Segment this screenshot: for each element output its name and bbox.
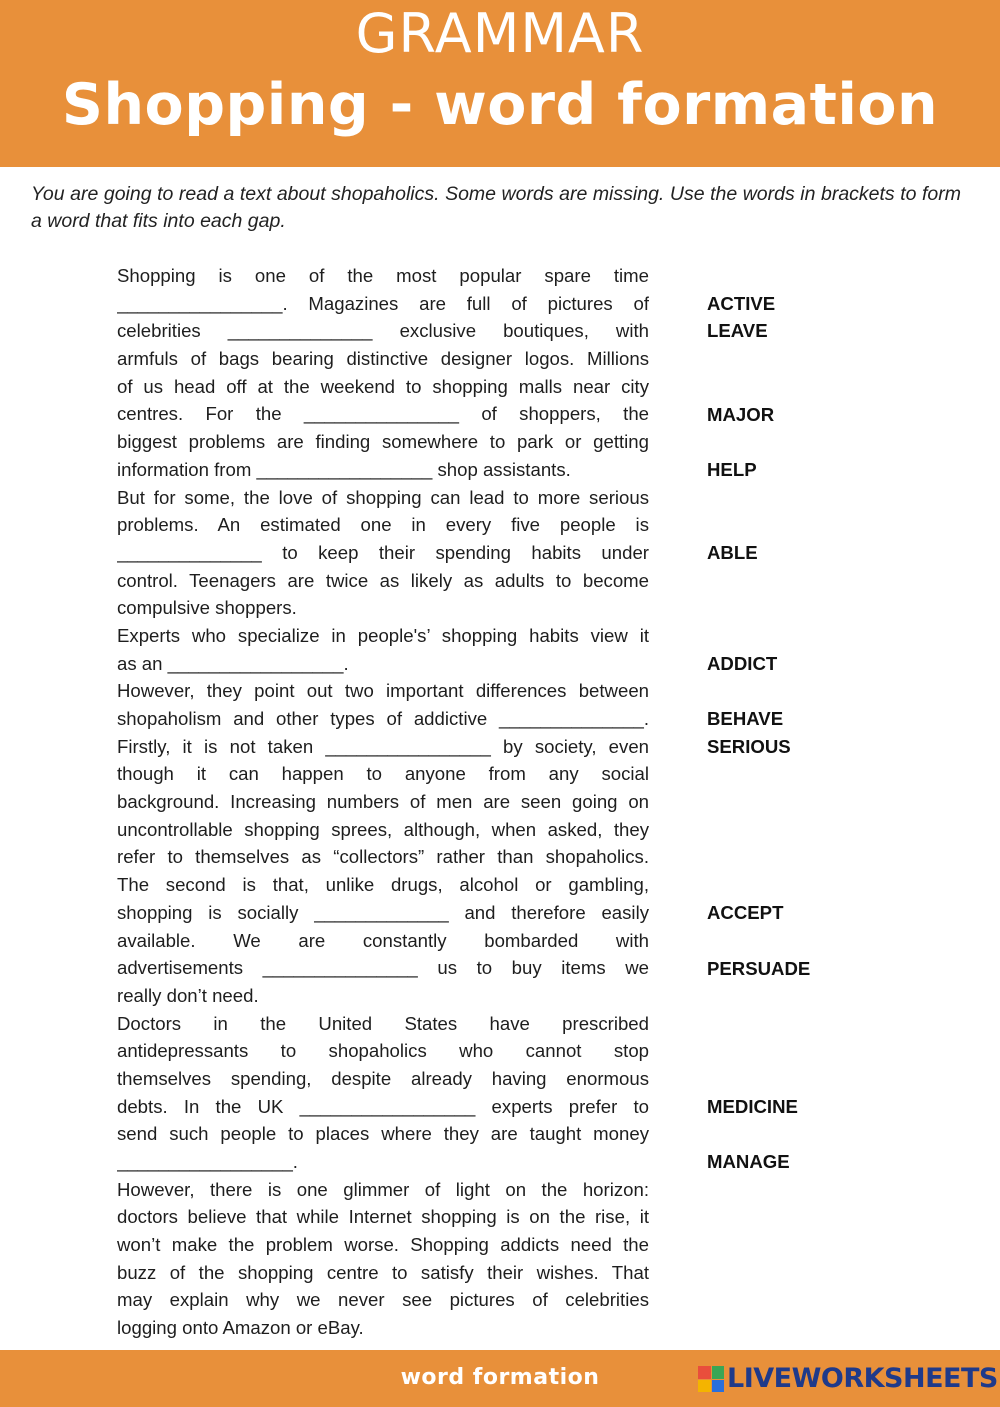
passage-line: biggest problems are finding somewhere to park or getting bbox=[117, 431, 649, 453]
passage-line: uncontrollable shopping sprees, although, when asked, they bbox=[117, 818, 649, 840]
passage-line: However, there is one glimmer of light on the horizon: bbox=[117, 1178, 649, 1200]
liveworksheets-icon bbox=[698, 1366, 724, 1392]
keyword-behave: BEHAVE bbox=[707, 708, 784, 730]
passage-line: refer to themselves as “collectors” rather than shopaholics. bbox=[117, 846, 649, 868]
passage-line: Experts who specialize in people's’ shopping habits view it bbox=[117, 624, 649, 646]
brand-logo[interactable] bbox=[698, 1365, 998, 1393]
passage-line: logging onto Amazon or eBay. bbox=[117, 1317, 364, 1339]
passage-line: send such people to places where they are taught money bbox=[117, 1123, 649, 1145]
passage-line: of us head off at the weekend to shopping malls near city bbox=[117, 375, 649, 397]
passage-line: may explain why we never see pictures of celebrities bbox=[117, 1289, 649, 1311]
passage-line: background. Increasing numbers of men are seen going on bbox=[117, 791, 649, 813]
passage-line: really don’t need. bbox=[117, 984, 259, 1006]
passage-line: However, they point out two important differences between bbox=[117, 680, 649, 702]
passage-line: shopping is socially _____________ and therefore easily bbox=[117, 901, 649, 923]
keyword-active: ACTIVE bbox=[707, 292, 776, 314]
page-title: Shopping - word formation bbox=[61, 72, 939, 138]
passage-line: _________________. bbox=[117, 1151, 298, 1172]
keyword-addict: ADDICT bbox=[707, 652, 778, 674]
keyword-help: HELP bbox=[707, 458, 757, 480]
keyword-serious: SERIOUS bbox=[707, 735, 791, 757]
passage-line: ______________ to keep their spending habits under bbox=[117, 541, 649, 563]
keyword-able: ABLE bbox=[707, 542, 758, 563]
keyword-manage: MANAGE bbox=[707, 1151, 790, 1173]
keyword-major: MAJOR bbox=[707, 403, 775, 425]
passage-line: as an _________________. bbox=[117, 652, 349, 674]
passage-line: shopaholism and other types of addictive ______________. bbox=[117, 708, 649, 729]
passage-line: available. We are constantly bombarded with bbox=[117, 929, 649, 951]
passage-line: advertisements _______________ us to buy items we bbox=[117, 957, 649, 979]
passage-line: themselves spending, despite already having enormous bbox=[117, 1067, 649, 1089]
passage-line: celebrities ______________ exclusive boutiques, with bbox=[117, 320, 649, 342]
passage-line: ________________. Magazines are full of pictures of bbox=[117, 292, 649, 314]
passage-line: though it can happen to anyone from any social bbox=[117, 763, 649, 785]
header-kicker: GRAMMAR bbox=[355, 2, 645, 65]
passage-line: problems. An estimated one in every five people is bbox=[117, 514, 649, 536]
passage-text bbox=[117, 262, 649, 1342]
passage-line: antidepressants to shopaholics who cannot stop bbox=[117, 1040, 649, 1062]
keyword-medicine: MEDICINE bbox=[707, 1096, 798, 1117]
passage-line: won’t make the problem worse. Shopping addicts need the bbox=[117, 1234, 649, 1256]
passage-line: compulsive shoppers. bbox=[117, 597, 297, 619]
passage-line: Shopping is one of the most popular spare time bbox=[117, 265, 649, 286]
passage-line: debts. In the UK _________________ experts prefer to bbox=[117, 1095, 649, 1117]
passage-line: armfuls of bags bearing distinctive designer logos. Millions bbox=[117, 348, 649, 370]
passage-line: doctors believe that while Internet shopping is on the rise, it bbox=[117, 1206, 649, 1228]
keyword-leave: LEAVE bbox=[707, 320, 768, 342]
passage-line: Doctors in the United States have prescribed bbox=[117, 1012, 649, 1034]
header-banner bbox=[0, 0, 1000, 167]
passage-line: But for some, the love of shopping can lead to more serious bbox=[117, 486, 649, 508]
passage-line: information from _________________ shop assistants. bbox=[117, 458, 571, 480]
brand-name: LIVEWORKSHEETS bbox=[727, 1363, 998, 1394]
instructions: You are going to read a text about shopaholics. Some words are missing. Use the words in brackets to form a word that fits into each gap. bbox=[31, 183, 961, 232]
passage-line: control. Teenagers are twice as likely as adults to become bbox=[117, 569, 649, 591]
footer-label: word formation bbox=[400, 1365, 600, 1390]
passage-line: Firstly, it is not taken ________________ by society, even bbox=[117, 735, 649, 757]
footer-banner bbox=[0, 1350, 1000, 1407]
keyword-accept: ACCEPT bbox=[707, 902, 784, 924]
passage-line: buzz of the shopping centre to satisfy their wishes. That bbox=[117, 1261, 649, 1283]
keyword-persuade: PERSUADE bbox=[707, 957, 811, 979]
passage-line: The second is that, unlike drugs, alcohol or gambling, bbox=[117, 874, 649, 896]
passage-line: centres. For the _______________ of shoppers, the bbox=[117, 403, 649, 425]
